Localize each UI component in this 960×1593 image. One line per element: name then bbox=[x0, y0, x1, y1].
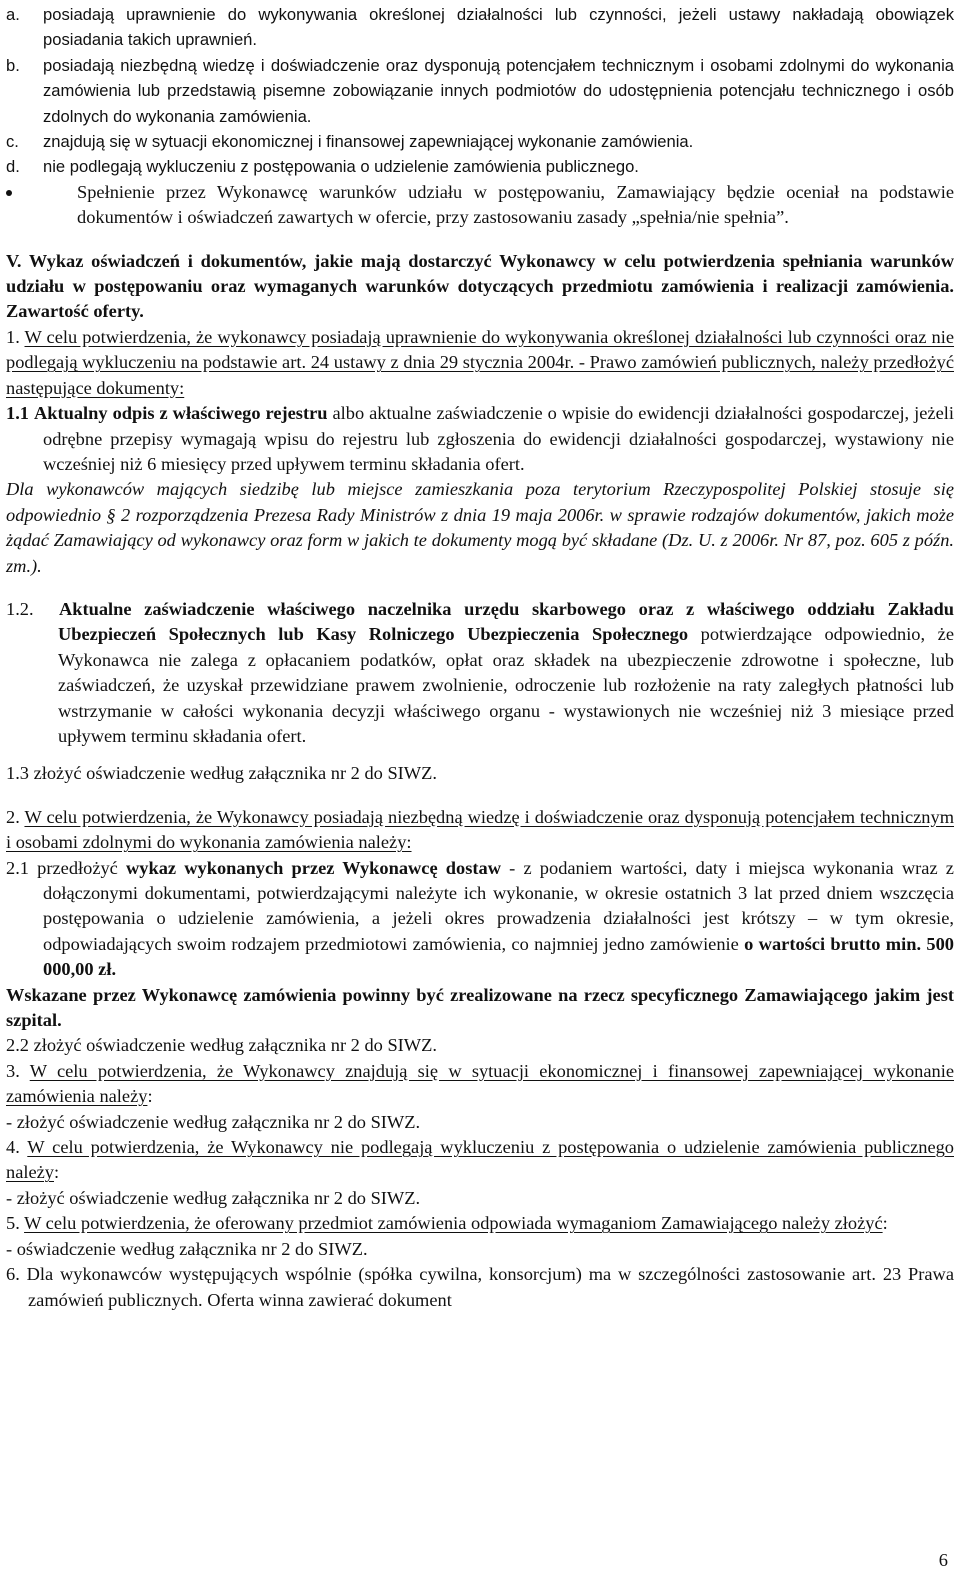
condition-text: posiadają niezbędną wiedzę i doświadczenie oraz dysponują potencjałem technicznym i osobami zdolnymi do wykonania zamówienia lub przedstawią pisemne zobowiązanie innych podmiotów do udostępnienia potencjału technicznego i osób zdolnych do wykonania zamówienia. bbox=[43, 55, 954, 126]
paragraph-bold: Aktualne zaświadczenie właściwego naczelnika urzędu skarbowego oraz z właściwego oddziału Zakładu Ubezpieczeń Społecznych lub Kasy Rolniczego Ubezpieczenia Społecznego bbox=[58, 598, 954, 645]
paragraph-number: 1. bbox=[6, 326, 20, 347]
condition-a bbox=[6, 2, 954, 53]
paragraph-colon: : bbox=[882, 1213, 888, 1234]
paragraph-number: 1.2. bbox=[6, 598, 34, 619]
paragraph-bold: wykaz wykonanych przez Wykonawcę dostaw bbox=[126, 857, 501, 878]
condition-text: znajdują się w sytuacji ekonomicznej i finansowej zapewniającej wykonanie zamówienia. bbox=[43, 132, 694, 152]
paragraph-colon: : bbox=[54, 1162, 60, 1183]
paragraph-bold: Aktualny odpis z właściwego rejestru bbox=[34, 403, 328, 424]
section-heading: V. Wykaz oświadczeń i dokumentów, jakie mają dostarczyć Wykonawcy w celu potwierdzenia spełniania warunków udziału w postępowaniu oraz wymaganych warunków dotyczących przedmiotu zamówienia i realizacji zamówienia. Zawartość oferty. bbox=[6, 250, 954, 322]
paragraph-underlined: W celu potwierdzenia, że Wykonawcy znajdują się w sytuacji ekonomicznej i finansowej zapewniającej wykonanie zamówienia należy bbox=[6, 1060, 954, 1107]
paragraph-4 bbox=[6, 1135, 954, 1186]
paragraph-2-1 bbox=[6, 856, 954, 983]
paragraph-underlined: W celu potwierdzenia, że oferowany przedmiot zamówienia odpowiada wymaganiom Zamawiającego należy złożyć bbox=[24, 1213, 883, 1234]
paragraph-number: 4. bbox=[6, 1137, 20, 1158]
paragraph-number: 3. bbox=[6, 1060, 20, 1081]
paragraph-underlined: W celu potwierdzenia, że Wykonawcy posiadają niezbędną wiedzę i doświadczenie oraz dysponują potencjałem technicznym i osobami zdolnymi do wykonania zamówienia należy: bbox=[6, 806, 955, 853]
bold-note: Wskazane przez Wykonawcę zamówienia powinny być zrealizowane na rzecz specyficznego Zamawiającego jakim jest szpital. bbox=[6, 984, 954, 1031]
condition-text: posiadają uprawnienie do wykonywania określonej działalności lub czynności, jeżeli ustawy nakładają obowiązek posiadania takich uprawnień. bbox=[43, 5, 954, 50]
paragraph-number: 1.1 bbox=[6, 403, 29, 424]
paragraph-5 bbox=[6, 1211, 954, 1236]
paragraph-3-line: - złożyć oświadczenie według załącznika nr 2 do SIWZ. bbox=[6, 1111, 421, 1132]
condition-b bbox=[6, 53, 954, 129]
paragraph-underlined: W celu potwierdzenia, że wykonawcy posiadają uprawnienie do wykonywania określonej działalności lub czynności oraz nie podlegają wykluczeniu na podstawie art. 24 ustawy z dnia 29 stycznia 2004r. - Prawo zamówień publicznych, należy przedłożyć następujące dokumenty: bbox=[6, 326, 955, 398]
evaluation-bullet bbox=[6, 180, 954, 231]
document-page bbox=[6, 2, 954, 1313]
paragraph-1 bbox=[6, 325, 954, 401]
condition-marker: c. bbox=[6, 132, 19, 152]
condition-marker: a. bbox=[6, 5, 20, 24]
page-number: 6 bbox=[938, 1550, 948, 1570]
paragraph-1-1 bbox=[6, 401, 954, 477]
bullet-text: Spełnienie przez Wykonawcę warunków udziału w postępowaniu, Zamawiający będzie oceniał na podstawie dokumentów i oświadczeń zawartych w ofercie, przy zastosowaniu zasady „spełnia/nie spełnia”. bbox=[77, 181, 954, 228]
paragraph-4-line: - złożyć oświadczenie według załącznika nr 2 do SIWZ. bbox=[6, 1187, 421, 1208]
paragraph-5-line: - oświadczenie według załącznika nr 2 do SIWZ. bbox=[6, 1238, 368, 1259]
bullet-dot-icon bbox=[6, 190, 12, 196]
paragraph-pre: przedłożyć bbox=[37, 857, 118, 878]
paragraph-colon: : bbox=[147, 1086, 153, 1107]
paragraph-2 bbox=[6, 805, 954, 856]
paragraph-text: - z podaniem wartości, daty i miejsca wykonania wraz z dołączonymi dokumentami, potwierdzającymi należyte ich wykonanie, w okresie ostatnich 3 lat przed dniem wszczęcia postępowania o udzielenie zamówienia, a jeżeli okres prowadzenia działalności jest krótszy – w tym okresie, odpowiadających swoim rodzajem przedmiotowi zamówienia, co najmniej jedno zamówienie bbox=[43, 857, 954, 954]
condition-marker: d. bbox=[6, 157, 20, 177]
condition-d bbox=[6, 154, 954, 179]
paragraph-text: potwierdzające odpowiednio, że Wykonawca nie zalega z opłacaniem podatków, opłat oraz składek na ubezpieczenie zdrowotne i społeczne, lub zaświadczeń, że uzyskał przewidziane prawem zwolnienie, odroczenie lub rozłożenie na raty zaległych płatności lub wstrzymanie w całości wykonania decyzji właściwego organu - wystawionych nie wcześniej niż 3 miesiące przed upływem terminu składania ofert. bbox=[58, 624, 954, 746]
condition-marker: b. bbox=[6, 55, 20, 75]
condition-c bbox=[6, 129, 954, 154]
paragraph-6: 6. Dla wykonawców występujących wspólnie (spółka cywilna, konsorcjum) ma w szczególności zastosowanie art. 23 Prawa zamówień publicznych. Oferta winna zawierać dokument bbox=[6, 1264, 954, 1310]
paragraph-bold-end: o wartości brutto min. 500 000,00 zł. bbox=[43, 933, 954, 980]
paragraph-number: 2. bbox=[6, 806, 20, 827]
paragraph-2-2: 2.2 złożyć oświadczenie według załącznika nr 2 do SIWZ. bbox=[6, 1035, 437, 1056]
paragraph-3 bbox=[6, 1059, 954, 1110]
condition-text: nie podlegają wykluczeniu z postępowania o udzielenie zamówienia publicznego. bbox=[43, 157, 639, 177]
conditions-list bbox=[6, 2, 954, 180]
paragraph-underlined: W celu potwierdzenia, że Wykonawcy nie podlegają wykluczeniu z postępowania o udzielenie zamówienia publicznego należy bbox=[6, 1137, 954, 1183]
paragraph-number: 5. bbox=[6, 1213, 20, 1234]
paragraph-text: albo aktualne zaświadczenie o wpisie do ewidencji działalności gospodarczej, jeżeli odrębne przepisy wymagają wpisu do rejestru lub zgłoszenia do ewidencji działalności gospodarczej, wystawiony nie wcześniej niż 6 miesięcy przed upływem terminu składania ofert. bbox=[43, 403, 954, 474]
italic-note: Dla wykonawców mających siedzibę lub miejsce zamieszkania poza terytorium Rzeczypospolitej Polskiej stosuje się odpowiednio § 2 rozporządzenia Prezesa Rady Ministrów z dnia 19 maja 2006r. w sprawie rodzajów dokumentów, jakich może żądać Zamawiający od wykonawcy oraz form w jakich te dokumenty mogą być składane (Dz. U. z 2006r. Nr 87, poz. 605 z późn. zm.). bbox=[6, 479, 954, 576]
paragraph-number: 2.1 bbox=[6, 857, 29, 878]
paragraph-1-3: 1.3 złożyć oświadczenie według załącznika nr 2 do SIWZ. bbox=[6, 763, 437, 784]
paragraph-1-2 bbox=[6, 597, 954, 749]
